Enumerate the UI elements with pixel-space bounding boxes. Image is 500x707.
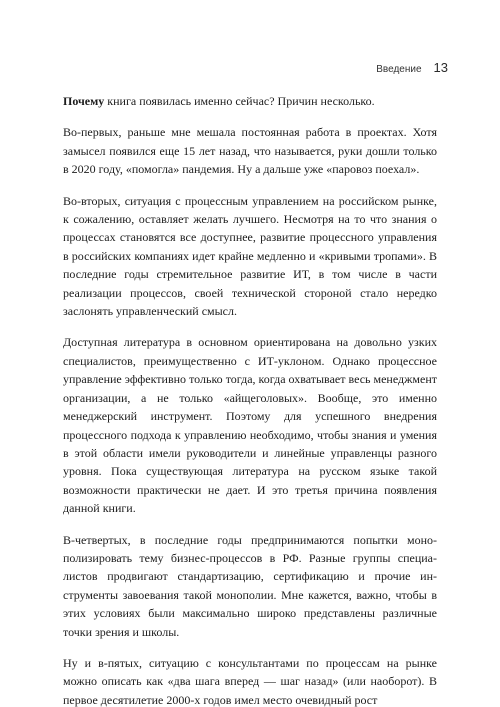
- paragraph-4: В-четвертых, в последние годы предпринимаются попытки монополизировать тему бизнес-процессов в РФ. Разные группы специалистов продвигают стандартизацию, сертификацию и прочие инструменты завоевания такой монополии. Мне кажется, важно, чтобы в этих условиях были максимально широко представлены различные точки зрения и школы.: [63, 532, 437, 639]
- paragraph-1: Во-первых, раньше мне мешала постоянная работа в проектах. Хотя замысел появился еще 15 лет назад, что называется, руки дошли только в 2020 году, «помогла» пандемия. Ну а дальше уже «паровоз поехал».: [63, 125, 437, 177]
- body-text: [63, 92, 437, 707]
- paragraph-2: Во-вторых, ситуация с процессным управлением на российском рынке, к сожалению, оставляет желать лучшего. Несмотря на то что знания о процессах становятся все доступнее, развитие процессного управления в российских компаниях идет крайне медленно и «кривыми тропами». В последние годы стремительное развитие ИТ, в том числе в части реализации процессов, своей технической стороной стало нередко заслонять управленческий смысл.: [63, 193, 437, 319]
- paragraph-3: Доступная литература в основном ориентирована на довольно узких специалистов, преимущественно с ИТ-уклоном. Однако процессное управление эффективно только тогда, когда охватывает весь менеджмент организации, а не только «айщеголовых». Вообще, это именно менеджерский инструмент. Поэтому для успешного внедрения процессного подхода к управлению необходимо, чтобы знания и умения в этой области имели руководители и линейные управленцы разного уровня. Пока существующая литература на русском языке такой возможности практически не дает. И это третья причина появления данной книги.: [63, 335, 437, 516]
- running-header: [376, 60, 448, 75]
- page-number: 13: [433, 60, 448, 75]
- intro-rest: книга появилась именно сейчас? Причин несколько.: [104, 94, 375, 108]
- paragraph-5: Ну и в-пятых, ситуацию с консультантами по процессам на рынке можно описать как «два шага вперед — шаг назад» (или наоборот). В первое десятилетие 2000-х годов имел место очевидный рост: [63, 655, 437, 707]
- paragraph-intro: [63, 92, 437, 110]
- section-name: Введение: [376, 64, 422, 75]
- intro-bold-word: Почему: [63, 94, 105, 108]
